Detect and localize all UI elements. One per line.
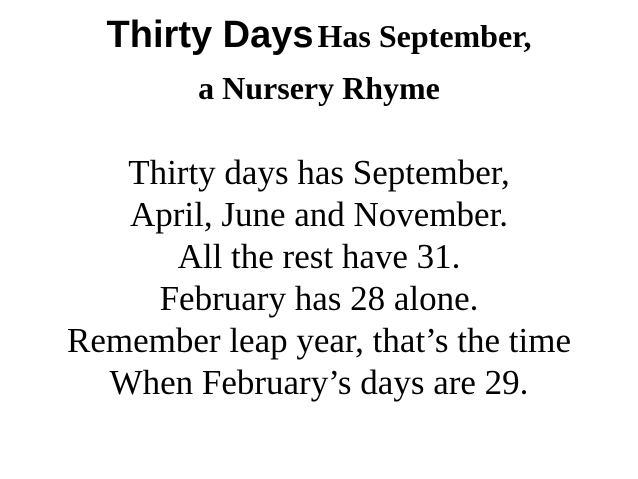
- title-part-thirty-days: Thirty Days: [106, 14, 314, 56]
- poem-line: April, June and November.: [129, 195, 509, 234]
- poem-line: All the rest have 31.: [177, 237, 461, 276]
- title-part-has-september: Has September,: [317, 18, 532, 54]
- poem-line: When February’s days are 29.: [109, 363, 529, 402]
- poem-line: Thirty days has September,: [128, 153, 510, 192]
- poem-text: [0, 152, 638, 404]
- title-subtitle: a Nursery Rhyme: [198, 70, 440, 106]
- poem-line: February has 28 alone.: [159, 279, 479, 318]
- poem-line: Remember leap year, that’s the time: [67, 321, 571, 360]
- page-title: [0, 14, 638, 57]
